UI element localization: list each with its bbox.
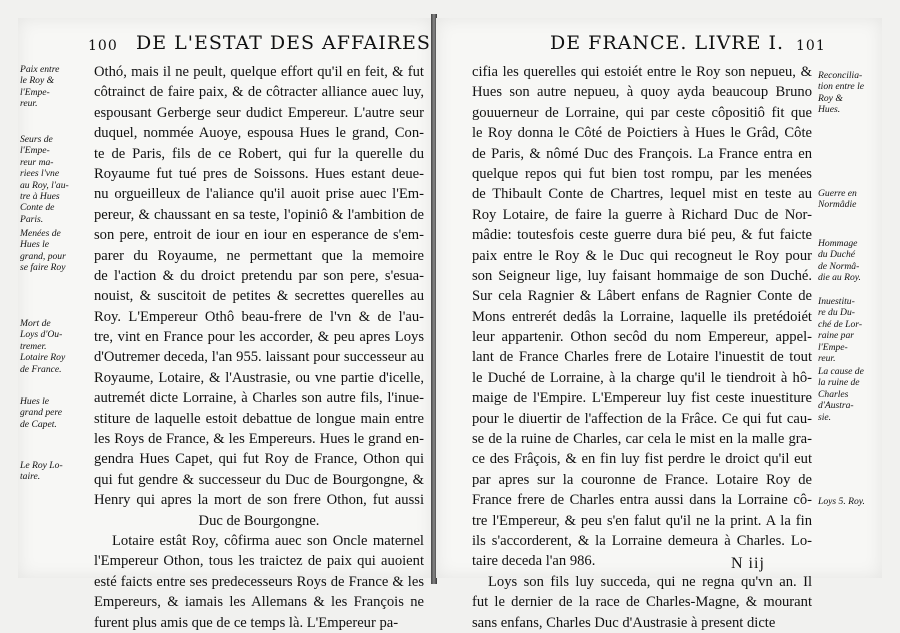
text-line: Othó, mais il ne peult, quelque effort qu'il en feit, & fut xyxy=(94,64,424,80)
margin-note: Mort de Loys d'Ou- tremer. Lotaire Roy de France. xyxy=(20,318,66,375)
text-line: nu orgueilleux de l'aliance qu'il auoit prise auec l'Em- xyxy=(94,186,424,203)
text-line: esté faicts entre ses predecesseurs Roys de France & les xyxy=(94,573,424,590)
text-line: Henry qui apres la mort de son frere Othon, fut aussi xyxy=(94,492,424,509)
text-line: de Thibault Conte de Chartres, lequel mist en teste au xyxy=(472,186,812,203)
text-line: Mons entrerét dedâs la Lorraine, laquelle ils pretédoiét xyxy=(472,308,812,325)
text-line: Roy. L'Empereur Othô beau-frere de l'vn & de l'au- xyxy=(94,308,424,325)
body-text xyxy=(94,62,424,633)
text-line: Sur cela Ragnier & Lâbert enfans de Ragnier Conte de xyxy=(472,288,812,305)
text-line: duquel, nommée Auoye, espousa Hues le grand, Con- xyxy=(94,125,424,142)
text-line: tre l'Empereur, & peu s'en falut qu'il ne la print. A la fin xyxy=(472,512,812,529)
margin-note: Seurs de l'Empe- reur ma- riees l'vne au Roy, l'au- tre à Hues Conte de Paris. xyxy=(20,134,69,225)
text-line: tre, vint en France pour les accorder, & peu apres Loys xyxy=(94,329,424,346)
text-line: France frere de Charles entra aussi dans la Lorraine cô- xyxy=(472,492,812,509)
text-line: furent plus amis que de ce temps là. L'Empereur pa- xyxy=(94,614,399,631)
text-line: le Duché de Lorraine, à la charge qu'il le tiendroit à hô- xyxy=(472,369,812,386)
body-text xyxy=(472,62,812,633)
text-line: autremét dicte Lorraine, à Charles son autre fils, l'inue- xyxy=(94,390,424,407)
text-line: de Paris, & nômé Duc des François. La France entra en xyxy=(472,145,812,162)
margin-note: Inuestitu- re du Du- ché de Lor- raine par l'Empe- reur. xyxy=(818,296,863,365)
text-line: Loys son fils luy succeda, qui ne regna qu'vn an. Il xyxy=(488,573,812,590)
text-line: te de Paris, fils de ce Robert, qui fur la querelle du xyxy=(94,145,424,162)
text-line: ils s'accorderent, & la Lorraine demeura à Charles. Lo- xyxy=(472,532,812,549)
text-line: Empereurs, & iamais les Allemans & les François ne xyxy=(94,594,424,611)
margin-note: Le Roy Lo- taire. xyxy=(20,460,63,483)
page-number: 100 xyxy=(88,38,118,54)
text-line: fut le dernier de la race de Charles-Magne, & mourant xyxy=(472,594,812,611)
page-number: 101 xyxy=(796,38,826,54)
text-line: parer du Royaume, ne permettant que la memoire xyxy=(94,247,424,264)
text-line: lant de France Charles frere de Lotaire l'inuestit de tout xyxy=(472,349,812,366)
text-line: son Seigneur lige, luy faisant hommaige de son Duché. xyxy=(472,267,812,284)
text-line: pereur, & chaussant en sa teste, l'opiniô & l'ambition de xyxy=(94,206,424,223)
left-page xyxy=(18,18,432,631)
running-head: DE FRANCE. LIVRE I. xyxy=(550,32,785,54)
text-line: stiture de laquelle estoit debattue de longue main entre xyxy=(94,410,424,427)
text-line: gendra Hues Capet, qui fut Roy de France, Othon qui xyxy=(94,451,424,468)
text-line: Royaume fut tué pres de Soissons. Hues estant deue- xyxy=(94,165,424,182)
margin-note: Menées de Hues le grand, pour se faire Roy xyxy=(20,228,66,274)
text-line: par apres sur la couronne de France. Lotaire Roy de xyxy=(472,471,812,488)
text-line: maige de l'Empire. L'Empereur luy fist ceste inuestiture xyxy=(472,390,812,407)
text-line: d'Outremer deceda, l'an 955. laissant pour successeur au xyxy=(94,349,424,366)
text-line: qui fut gendre & successeur du Duc de Bourgongne, & xyxy=(94,471,424,488)
signature-mark: N iij xyxy=(731,555,765,572)
text-line: nouist, & suscitoit de petites & secrettes querelles au xyxy=(94,288,424,305)
text-line: taire deceda l'an 986. xyxy=(472,553,596,570)
text-line: quelque repos qui fut bien tost rompu, par les menées xyxy=(472,165,812,182)
margin-note: Reconcilia- tion entre le Roy & Hues. xyxy=(818,70,865,116)
text-line: se de la ruine de Charles, car cela le mist en la malle gra- xyxy=(472,431,812,448)
text-line: Lotaire estât Roy, côfirma auec son Oncle maternel xyxy=(112,532,424,549)
text-line: leur appartenir. Othon secôd du nom Empereur, appel- xyxy=(472,329,812,346)
right-page xyxy=(436,18,882,631)
text-line: mâdie: toutesfois ceste guerre dura bié peu, & fut faicte xyxy=(472,227,812,244)
text-line: Duc de Bourgongne. xyxy=(198,512,320,529)
text-line: le Roy donna le Côté de Poictiers à Hues le Grâd, Côte xyxy=(472,125,812,142)
text-line: les Roys de France, & les Empereurs. Hues le grand en- xyxy=(94,431,424,448)
margin-note: Hommage du Duché de Normâ- die au Roy. xyxy=(818,238,861,284)
text-line: cifia les querelles qui estoiét entre le Roy son nepueu, & xyxy=(472,64,812,80)
text-line: l'Empereur Othon, tous les traictez de paix qui auoient xyxy=(94,553,424,570)
margin-note: Paix entre le Roy & l'Empe- reur. xyxy=(20,64,60,110)
text-line: paix entre le Roy & le Duc qui recogneut le Roy pour xyxy=(472,247,812,264)
text-line: Hues son autre nepueu, à quoy ayda beaucoup Bruno xyxy=(472,84,812,101)
text-line: gouuerneur de Lorraine, qui par ceste côpositiô fit que xyxy=(472,104,812,121)
text-line: pour le diuertir de l'affection de la Frâce. Ce qui fut cau- xyxy=(472,410,812,427)
text-line: de l'action & du droict pretendu par son pere, s'esua- xyxy=(94,267,424,284)
margin-note: Loys 5. Roy. xyxy=(818,496,865,507)
running-head: DE L'ESTAT DES AFFAIRES xyxy=(136,32,431,54)
margin-note: Hues le grand pere de Capet. xyxy=(20,396,63,430)
text-line: sans enfans, Charles Duc d'Austrasie à present dicte xyxy=(472,614,776,631)
text-line: Roy Lotaire, de faire la guerre à Richard Duc de Nor- xyxy=(472,206,812,223)
margin-note: Guerre en Normâdie xyxy=(818,188,857,211)
text-line: Royaume, Lotaire, & l'Austrasie, ou vne partie d'icelle, xyxy=(94,369,424,386)
text-line: espousant Gerberge seur dudict Empereur. L'autre seur xyxy=(94,104,424,121)
text-line: ce des Frâçois, & en fin luy fist perdre le droict qu'il eut xyxy=(472,451,812,468)
text-line: côtrainct de faire paix, & de côtracter alliance auec luy, xyxy=(94,84,424,101)
margin-note: La cause de la ruine de Charles d'Austra- sie. xyxy=(818,366,864,423)
text-line: son pere, entroit de iour en iour en esperance de s'em- xyxy=(94,227,424,244)
